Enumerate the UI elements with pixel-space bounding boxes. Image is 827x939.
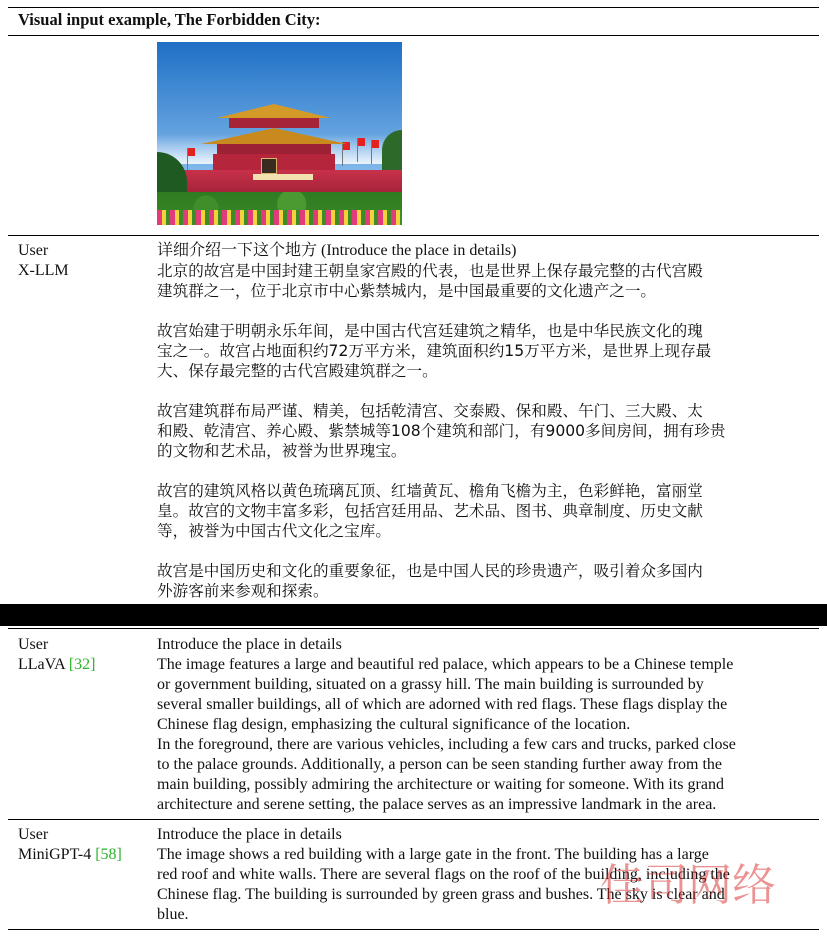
answer-line: 等，被誉为中国古代文化之宝库。 (157, 522, 391, 540)
table-heading: Visual input example, The Forbidden City: (18, 10, 321, 29)
citation-link[interactable]: [58] (95, 846, 122, 863)
block2-answer (157, 655, 807, 815)
answer-line: 和殿、乾清宫、养心殿、紫禁城等108个建筑和部门，有9000多间房间，拥有珍贵 (157, 422, 726, 440)
answer-line: red roof and white walls. There are several flags on the roof of the building, including the (157, 866, 730, 883)
block3-prompt: Introduce the place in details (157, 826, 342, 843)
answer-line: 故宫建筑群布局严谨、精美，包括乾清宫、交泰殿、保和殿、午门、三大殿、太 (157, 402, 703, 420)
block2-model-label (18, 655, 95, 675)
answer-line: 故宫是中国历史和文化的重要象征，也是中国人民的珍贵遗产，吸引着众多国内 (157, 562, 703, 580)
block3-top-rule (8, 819, 819, 820)
answer-line: 的文物和艺术品，被誉为世界瑰宝。 (157, 442, 407, 460)
answer-line: In the foreground, there are various vehicles, including a few cars and trucks, parked close (157, 736, 736, 753)
answer-line: 建筑群之一，位于北京市中心紫禁城内，是中国最重要的文化遗产之一。 (157, 282, 657, 300)
answer-line: several smaller buildings, all of which are adorned with red flags. These flags display the (157, 696, 728, 713)
table-top-rule (8, 7, 819, 8)
table-bottom-rule (8, 929, 819, 930)
model-name: LLaVA (18, 656, 65, 673)
block3-user-label: User (18, 826, 49, 843)
block3-model-label (18, 845, 122, 865)
block2-user-label: User (18, 636, 49, 653)
answer-line: The image features a large and beautiful red palace, which appears to be a Chinese temple (157, 656, 734, 673)
answer-line: or government building, situated on a grassy hill. The main building is surrounded by (157, 676, 704, 693)
answer-line: Chinese flag. The building is surrounded by green grass and bushes. The sky is clear and (157, 886, 725, 903)
answer-line: 大、保存最完整的古代宫殿建筑群之一。 (157, 362, 438, 380)
block1-model-label: X-LLM (18, 262, 69, 279)
black-separator (0, 604, 827, 626)
answer-line: 北京的故宫是中国封建王朝皇家宫殿的代表，也是世界上保存最完整的古代宫殿 (157, 262, 703, 280)
model-name: MiniGPT-4 (18, 846, 92, 863)
answer-line: 故宫的建筑风格以黄色琉璃瓦顶、红墙黄瓦、檐角飞檐为主，色彩鲜艳，富丽堂 (157, 482, 703, 500)
heading-rule (8, 35, 819, 36)
watermark: 佳司网络 (600, 860, 776, 911)
forbidden-city-photo (157, 42, 402, 225)
citation-link[interactable]: [32] (68, 656, 96, 673)
photo-rule (8, 235, 819, 236)
block1-user-label: User (18, 242, 49, 259)
answer-line: to the palace grounds. Additionally, a person can be seen standing further away from the (157, 756, 723, 773)
answer-line: The image shows a red building with a large gate in the front. The building has a large (157, 846, 709, 863)
answer-line: main building, possibly admiring the architecture or waiting for someone. With its grand (157, 776, 724, 793)
block1-answer (157, 261, 807, 601)
block1-prompt: 详细介绍一下这个地方 (Introduce the place in details) (157, 242, 517, 259)
answer-line: 故宫始建于明朝永乐年间，是中国古代宫廷建筑之精华，也是中华民族文化的瑰 (157, 322, 703, 340)
answer-line: Chinese flag design, emphasizing the cultural significance of the location. (157, 716, 631, 733)
block2-top-rule (8, 628, 819, 629)
answer-line: 皇。故宫的文物丰富多彩，包括宫廷用品、艺术品、图书、典章制度、历史文献 (157, 502, 703, 520)
answer-line: 宝之一。故宫占地面积约72万平方米，建筑面积约15万平方米，是世界上现存最 (157, 342, 712, 360)
answer-line: architecture and serene setting, the palace serves as an impressive landmark in the area. (157, 796, 717, 813)
block2-prompt: Introduce the place in details (157, 636, 342, 653)
answer-line: blue. (157, 906, 189, 923)
answer-line: 外游客前来参观和探索。 (157, 582, 329, 600)
